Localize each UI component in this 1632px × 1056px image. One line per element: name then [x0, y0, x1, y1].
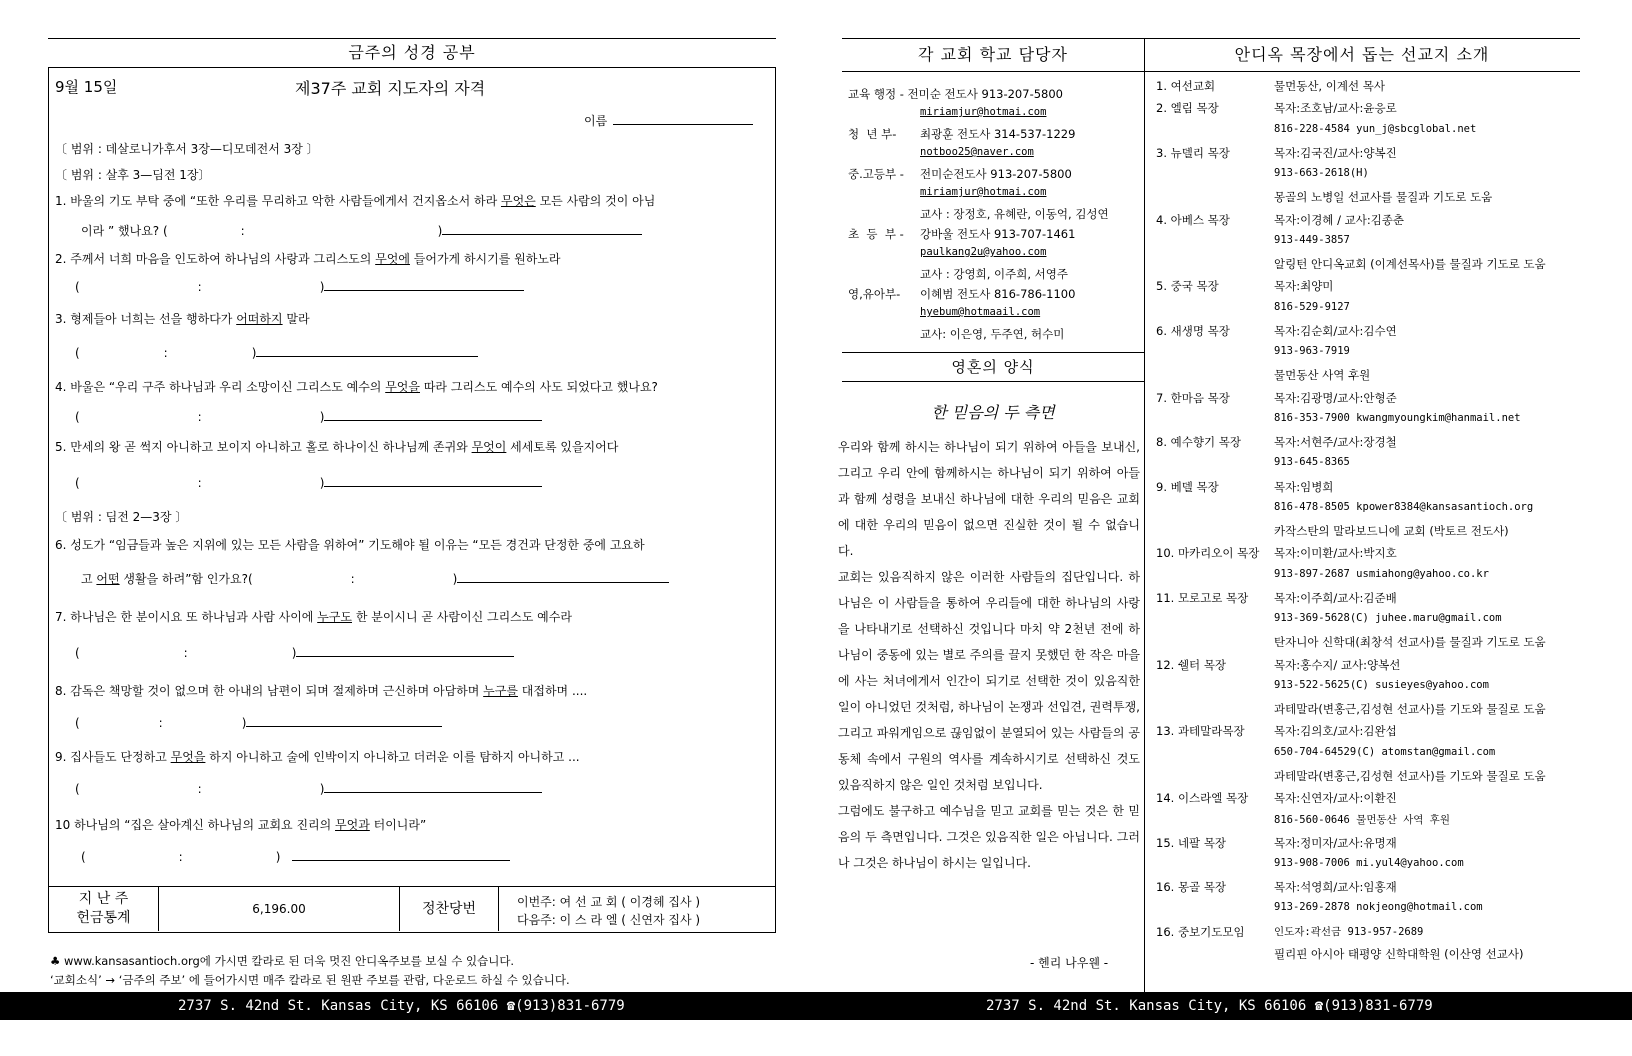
mission-group-name: 2. 엘림 목장	[1156, 101, 1219, 115]
footer-address-right: 2737 S. 42nd St. Kansas City, KS 66106 ☎(913)831-6779	[986, 998, 1433, 1014]
mission-detail: 필리핀 아시아 태평양 신학대학원 (이산영 선교사)	[1274, 947, 1524, 961]
essay-paragraph: 그럼에도 불구하고 예수님을 믿고 교회를 믿는 것은 한 믿음의 두 측면입니다. 그것은 있음직한 일은 아닙니다. 그러나 그것은 하나님이 하시는 일입니다.	[838, 804, 1140, 870]
question-6: 6. 성도가 “임금들과 높은 지위에 있는 모든 사람을 위하여” 기도해야 될 이유는 “모든 경건과 단정한 중에 고요하	[55, 538, 645, 552]
question-10: 10 하나님의 “집은 살아계신 하나님의 교회요 진리의 무엇과 터이니라”	[55, 818, 427, 832]
mission-detail: 목자:최양미	[1274, 279, 1334, 293]
mission-detail: 목자:김순회/교사:김수연	[1274, 324, 1397, 338]
mission-detail: 816-529-9127	[1274, 301, 1350, 313]
mission-detail: 816-228-4584 yun_j@sbcglobal.net	[1274, 123, 1477, 135]
answer-1[interactable]: 이라 ” 했나요? ( : )	[81, 222, 642, 239]
answer-9[interactable]: ( : )	[75, 782, 542, 796]
mission-detail: 913-269-2878 nokjeong@hotmail.com	[1274, 901, 1483, 913]
staff-teachers: 교사: 이은영, 두주연, 허수미	[920, 327, 1065, 341]
mission-group-name: 11. 모로고로 목장	[1156, 591, 1249, 605]
missions-section	[1144, 38, 1580, 72]
mission-detail: 목자:이미환/교사:박지호	[1274, 546, 1397, 560]
mission-group-name: 14. 이스라엘 목장	[1156, 791, 1249, 805]
mission-group-name: 13. 과테말라목장	[1156, 724, 1245, 738]
column-divider	[1144, 38, 1145, 992]
footer-bar	[0, 992, 1632, 1020]
mission-group-name: 12. 쉘터 목장	[1156, 658, 1227, 672]
study-date: 9월 15일	[55, 78, 118, 96]
staff-email[interactable]: miriamjur@hotmai.com	[920, 106, 1047, 118]
mission-detail: 목자:신연자/교사:이환진	[1274, 791, 1397, 805]
answer-3[interactable]: ( : )	[75, 346, 478, 360]
mission-detail: 목자:이주희/교사:김준배	[1274, 591, 1397, 605]
mission-detail: 913-369-5628(C) juhee.maru@gmail.com	[1274, 612, 1502, 624]
praise-duty-list: 이번주: 여 선 교 회 ( 이경헤 집사 ) 다음주: 이 스 라 엘 ( 신연자 집사 )	[517, 895, 701, 927]
mission-group-name: 16. 몽골 목장	[1156, 880, 1227, 894]
mission-group-name: 15. 네팔 목장	[1156, 836, 1227, 850]
staff-email[interactable]: hyebum@hotmaail.com	[920, 306, 1041, 318]
mission-detail: 몽골의 노병일 선교사를 물질과 기도로 도움	[1274, 190, 1493, 204]
study-header	[55, 76, 769, 98]
note-download: ‘교회소식’ → ‘금주의 주보’ 에 들어가시면 매주 칼라로 된 원판 주보를 관람, 다운로드 하실 수 있습니다.	[50, 973, 570, 987]
mission-group-name: 8. 예수향기 목장	[1156, 435, 1241, 449]
mission-detail: 목자:김광명/교사:안형준	[1274, 391, 1397, 405]
mission-detail: 인도자:곽선금 913-957-2689	[1274, 926, 1424, 938]
answer-7[interactable]: ( : )	[75, 646, 514, 660]
mission-detail: 목자:홍수지/ 교사:양복선	[1274, 658, 1401, 672]
soul-food-title: 영혼의 양식	[842, 352, 1144, 382]
question-5: 5. 만세의 왕 곧 썩지 아니하고 보이지 아니하고 홀로 하나이신 하나님께 존귀와 무엇이 세세토록 있을지어다	[55, 440, 619, 454]
lesson-title: 제37주 교회 지도자의 자격	[295, 79, 486, 98]
essay-title: 한 믿음의 두 측면	[931, 403, 1055, 422]
essay-body	[838, 434, 1140, 876]
mission-group-name: 10. 마카리오이 목장	[1156, 546, 1260, 560]
praise-duty-label: 정찬당번	[399, 887, 499, 931]
mission-detail: 목자:김국진/교사:양복진	[1274, 146, 1397, 160]
range-1: 〔 범위 : 데살로니가후서 3장—디모데전서 3장 〕	[55, 142, 319, 156]
website-notes	[50, 952, 570, 990]
study-box	[48, 67, 776, 933]
mission-detail: 과테말라(변홍근,김성현 선교사)를 기도와 물질로 도움	[1274, 702, 1546, 716]
mission-detail: 목자:임병희	[1274, 480, 1334, 494]
missions-title: 안디옥 목장에서 돕는 선교지 소개	[1144, 38, 1580, 72]
mission-detail: 913-522-5625(C) susieyes@yahoo.com	[1274, 679, 1489, 691]
mission-detail: 탄자니아 신학대(최창석 선교사)를 물질과 기도로 도움	[1274, 635, 1546, 649]
mission-detail: 816-478-8505 kpower8384@kansasantioch.org	[1274, 501, 1534, 513]
mission-group-name: 9. 베델 목장	[1156, 480, 1219, 494]
staff-section	[842, 38, 1144, 72]
mission-detail: 과테말라(변홍근,김성현 선교사)를 기도와 물질로 도움	[1274, 769, 1546, 783]
mission-detail: 913-897-2687 usmiahong@yahoo.co.kr	[1274, 568, 1489, 580]
offering-label: 지 난 주 헌금통계	[49, 887, 159, 931]
staff-email[interactable]: paulkang2u@yahoo.com	[920, 246, 1047, 258]
mission-detail: 목자:석영희/교사:임홍재	[1274, 880, 1397, 894]
question-8: 8. 감독은 책망할 것이 없으며 한 아내의 남편이 되며 절제하며 근신하며 아담하며 누구를 대접하며 ....	[55, 684, 588, 698]
mission-group-name: 5. 중국 목장	[1156, 279, 1219, 293]
mission-detail: 목자:김의호/교사:김완섭	[1274, 724, 1397, 738]
name-field[interactable]	[584, 112, 753, 129]
staff-teachers: 교사 : 장정호, 유혜란, 이동억, 김성연	[920, 207, 1109, 221]
mission-detail: 카작스탄의 말라보드니에 교회 (박토르 전도사)	[1274, 524, 1509, 538]
section-title: 금주의 성경 공부	[348, 43, 476, 62]
mission-group-name: 1. 여선교회	[1156, 79, 1216, 93]
answer-4[interactable]: ( : )	[75, 410, 542, 424]
mission-detail: 913-645-8365	[1274, 456, 1350, 468]
answer-2[interactable]: ( : )	[75, 280, 524, 294]
question-4: 4. 바울은 “우리 구주 하나님과 우리 소망이신 그리스도 예수의 무엇을 따라 그리스도 예수의 사도 되었다고 했나요?	[55, 380, 658, 394]
mission-detail: 816-560-0646 물먼동산 사역 후원	[1274, 814, 1450, 826]
mission-detail: 목자:서현주/교사:장경철	[1274, 435, 1397, 449]
essay-author: - 헨리 나우웬 -	[1030, 956, 1109, 970]
staff-email[interactable]: miriamjur@hotmai.com	[920, 186, 1047, 198]
question-7: 7. 하나님은 한 분이시요 또 하나님과 사람 사이에 누구도 한 분이시니 곧 사람이신 그리스도 예수라	[55, 610, 572, 624]
mission-group-name: 6. 새생명 목장	[1156, 324, 1230, 338]
mission-detail: 913-663-2618(H)	[1274, 167, 1369, 179]
staff-admin: 교육 행정 - 전미순 전도사 913-207-5800	[848, 87, 1063, 101]
question-2: 2. 주께서 너희 마음을 인도하여 하나님의 사랑과 그리스도의 무엇에 들어가게 하시기를 원하노라	[55, 252, 561, 266]
question-3: 3. 형제들아 너희는 선을 행하다가 어떠하지 말라	[55, 312, 310, 326]
answer-5[interactable]: ( : )	[75, 476, 542, 490]
mission-detail: 650-704-64529(C) atomstan@gmail.com	[1274, 746, 1496, 758]
mission-group-name: 3. 뉴델리 목장	[1156, 146, 1230, 160]
mission-detail: 913-908-7006 mi.yul4@yahoo.com	[1274, 857, 1464, 869]
mission-detail: 816-353-7900 kwangmyoungkim@hanmail.net	[1274, 412, 1521, 424]
bible-study-section	[48, 38, 776, 933]
range-3: 〔 범위 : 딤전 2—3장 〕	[55, 510, 188, 524]
staff-email[interactable]: notboo25@naver.com	[920, 146, 1034, 158]
staff-title: 각 교회 학교 담당자	[842, 38, 1144, 72]
answer-10[interactable]: ( : )	[81, 850, 510, 864]
question-9: 9. 집사들도 단정하고 무엇을 하지 아니하고 술에 인박이지 아니하고 더러운 이를 탐하지 아니하고 ...	[55, 750, 580, 764]
mission-group-name: 16. 중보기도모임	[1156, 925, 1245, 939]
answer-6[interactable]: 고 어떤 생활을 하려”함 인가요?( : )	[81, 570, 669, 587]
mission-detail: 913-449-3857	[1274, 234, 1350, 246]
question-1: 1. 바울의 기도 부탁 중에 “또한 우리를 무리하고 악한 사람들에게서 건지옵소서 하라 무엇은 모든 사람의 것이 아님	[55, 194, 656, 208]
mission-detail: 목자:이경혜 / 교사:김종춘	[1274, 213, 1405, 227]
essay-paragraph: 우리와 함께 하시는 하나님이 되기 위하여 아들을 보내신, 그리고 우리 안에 함께하시는 하나님이 되기 위하여 아들과 함께 성령을 보내신 하나님에 대한 우리의 믿음은 교회에 대한 우리의 믿음이 없으면 진실한 것이 될 수 없습니다.	[838, 440, 1140, 558]
mission-detail: 물먼동산, 이계선 목사	[1274, 79, 1385, 93]
mission-detail: 물먼동산 사역 후원	[1274, 368, 1371, 382]
offering-amount: 6,196.00	[252, 902, 306, 916]
mission-group-name: 4. 아베스 목장	[1156, 213, 1230, 227]
staff-teachers: 교사 : 강영희, 이주희, 서영주	[920, 267, 1069, 281]
essay-paragraph: 교회는 있음직하지 않은 이러한 사람들의 집단입니다. 하나님은 이 사람들을 통하여 우리들에 대한 하나님의 사랑을 나타내기로 선택하신 것입니다 마치 약 2천년 전에 하나님이 중동에 있는 별로 주의를 끌지 못했던 한 작은 마을에 사는 처녀에게서 인간이 되기로 선택한 것이 있음직한 일이 아니었던 것처럼, 하나님이 논쟁과 선입견, 권력투쟁, 그리고 파워게임으로 끊임없이 분열되어 있는 사람들의 공동체 속에서 구원의 역사를 계속하시기로 선택하신 것도 있음직하지 않은 일인 것처럼 보입니다.	[838, 570, 1140, 792]
answer-8[interactable]: ( : )	[75, 716, 442, 730]
footer-address-left: 2737 S. 42nd St. Kansas City, KS 66106 ☎(913)831-6779	[178, 998, 625, 1014]
offering-table	[49, 886, 775, 932]
mission-detail: 목자:조호남/교사:윤응로	[1274, 101, 1397, 115]
mission-detail: 913-963-7919	[1274, 345, 1350, 357]
range-2: 〔 범위 : 살후 3—딤전 1장〕	[55, 168, 211, 182]
name-blank[interactable]	[613, 115, 753, 125]
mission-detail: 알링턴 안디옥교회 (이계선목사)를 물질과 기도로 도움	[1274, 257, 1546, 271]
mission-group-name: 7. 한마음 목장	[1156, 391, 1230, 405]
note-website: ♣ www.kansasantioch.org에 가시면 칼라로 된 더욱 멋진 안디옥주보를 보실 수 있습니다.	[50, 954, 515, 968]
mission-detail: 목자:정미자/교사:유명재	[1274, 836, 1397, 850]
name-label: 이름	[584, 114, 608, 128]
